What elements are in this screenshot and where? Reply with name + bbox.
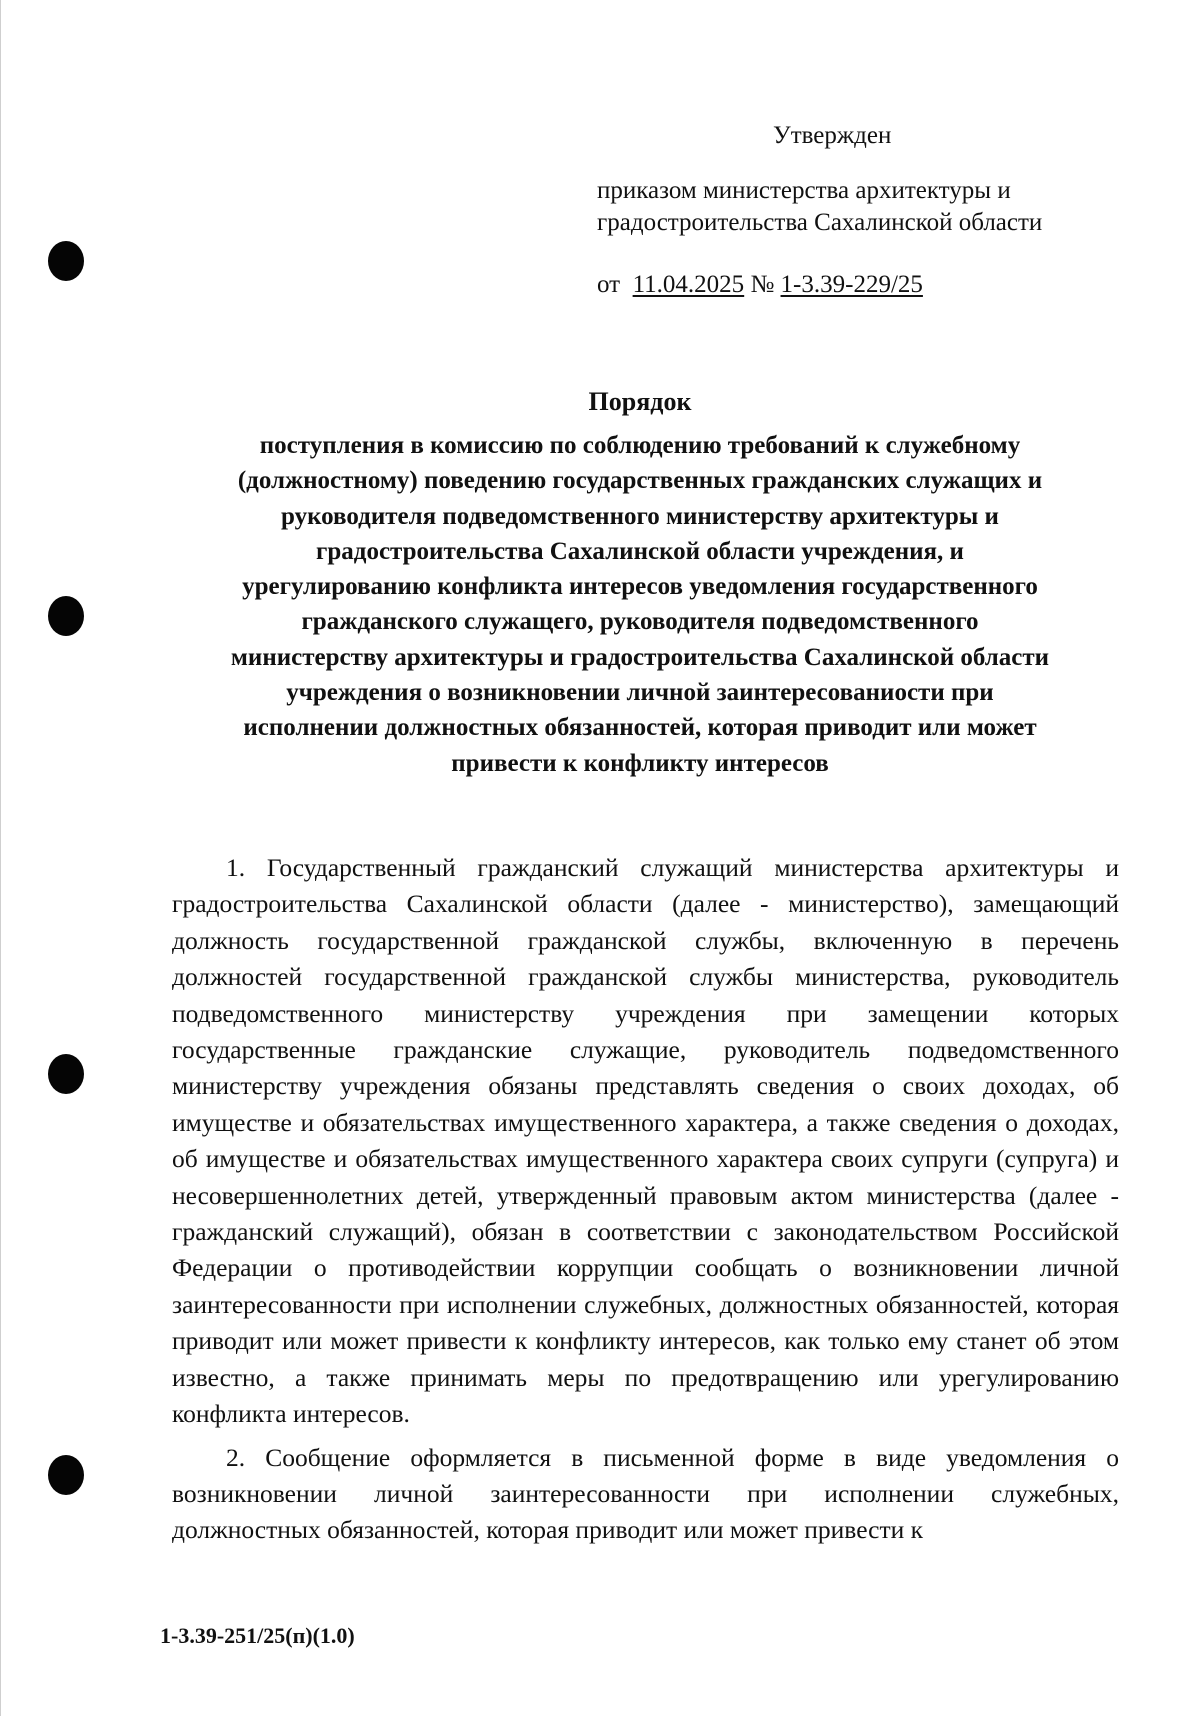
punch-hole-3	[48, 1054, 84, 1094]
date-prefix: от	[597, 271, 621, 298]
subtitle-line: урегулированию конфликта интересов уведомления государственного	[242, 573, 1038, 601]
subtitle-line: градостроительства Сахалинской области учреждения, и	[316, 537, 964, 565]
number-prefix: №	[750, 271, 775, 298]
document-title: Порядок	[588, 387, 692, 416]
subtitle-line: поступления в комиссию по соблюдению требований к служебному	[259, 432, 1021, 459]
approval-date-line	[597, 269, 1117, 301]
approval-title: Утвержден	[773, 122, 892, 149]
paragraph-1: 1. Государственный гражданский служащий министерства архитектуры и градостроительства Сахалинской области (далее - министерство), замещающий должность государственной гражданской службы, включенную в перечень должностей государственной гражданской службы министерства, руководитель подведомственного министерству учреждения при замещении которых государственные гражданские служащие, руководитель подведомственного министерству учреждения обязаны представлять сведения о своих доходах, об имуществе и обязательствах имущественного характера, а также сведения о доходах, об имуществе и обязательствах имущественного характера своих супруги (супруга) и несовершеннолетних детей, утвержденный правовым актом министерства (далее - гражданский служащий), обязан в соответствии с законодательством Российской Федерации о противодействии коррупции сообщать о возникновении личной заинтересованности при исполнении служебных, должностных обязанностей, которая приводит или может привести к конфликту интересов, как только ему станет об этом известно, а также принимать меры по предотвращению или урегулированию конфликта интересов.	[172, 853, 1119, 1429]
approval-order-line-1: приказом министерства архитектуры и	[597, 177, 1011, 204]
punch-hole-4	[48, 1455, 84, 1495]
subtitle-line: руководителя подведомственного министерству архитектуры и	[281, 502, 999, 530]
document-subtitle	[160, 428, 1120, 781]
document-registration-code: 1-3.39-251/25(п)(1.0)	[160, 1623, 355, 1648]
subtitle-line: гражданского служащего, руководителя подведомственного	[301, 608, 979, 636]
approval-number: 1-3.39-229/25	[780, 271, 923, 298]
subtitle-line: министерству архитектуры и градостроительства Сахалинской области	[230, 643, 1050, 671]
page-edge	[0, 0, 1, 1716]
document-body	[172, 850, 1119, 1556]
approval-date: 11.04.2025	[632, 271, 745, 298]
punch-hole-2	[48, 596, 84, 636]
subtitle-line: исполнении должностных обязанностей, которая приводит или может	[243, 714, 1037, 742]
approval-stamp-block	[597, 120, 1117, 301]
approval-order-line-2: градостроительства Сахалинской области	[597, 209, 1043, 236]
subtitle-line: привести к конфликту интересов	[451, 749, 829, 777]
punch-hole-1	[48, 241, 84, 281]
subtitle-line: (должностному) поведению государственных гражданских служащих и	[237, 467, 1043, 495]
paragraph-2: 2. Сообщение оформляется в письменной форме в виде уведомления о возникновении личной заинтересованности при исполнении служебных, должностных обязанностей, которая приводит или может привести к	[172, 1442, 1119, 1545]
subtitle-line: учреждения о возникновении личной заинтересованиости при	[286, 679, 994, 707]
